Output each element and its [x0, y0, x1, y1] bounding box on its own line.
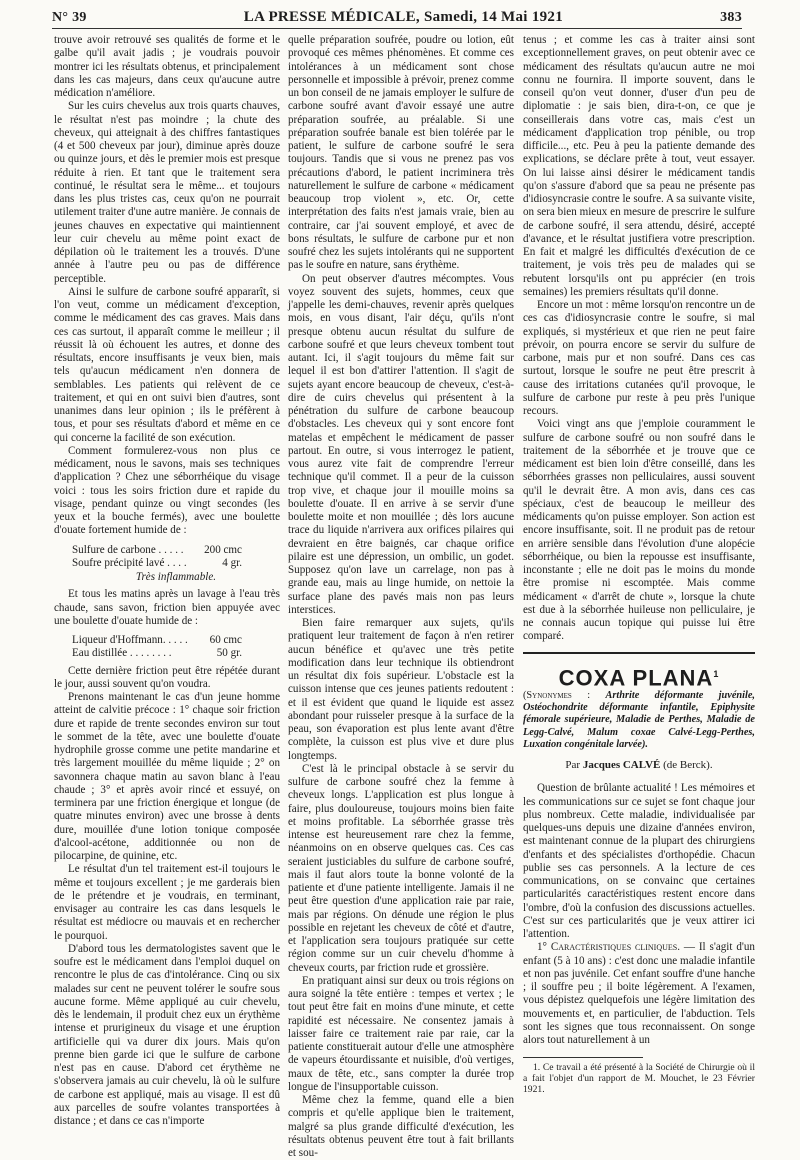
paragraph: Voici vingt ans que j'emploie couramment le sulfure de carbone soufré ou non soufré dans le traitement de la séborrhée et je trouve que ce médicament est bien loin d'être conseillé, dans les séborrhées grasses non pelliculaires, aussi souvent qu'il le devrait être. A mon avis, dans ces cas spéciaux, c'est de beaucoup le meilleur des médicaments qu'on puisse employer. Son action est encore insuffisante, soit. Il ne produit pas de retour en arrière sensible dans l'évolution d'une alopécie séborrhéique, ou bien la repousse est insuffisante, inconstante ; elle ne doit pas le moins du monde être promise ni escomptée. Mais comme médicament « d'arrêt de chute », lorsque la chute est due à la séborrhée huileuse non pelliculaire, je ne connais aucun topique qui puisse lui être comparé.: [523, 418, 755, 643]
prescription-formula-1: [72, 544, 280, 585]
article-title: [523, 664, 755, 690]
byline-prefix: Par: [565, 759, 581, 772]
paragraph: Même chez la femme, quand elle a bien compris et qu'elle applique bien le traitement, malgré sa plus grande difficulté d'exécution, les résultats obtenus peuvent être tout à fait brillants et sou-: [288, 1094, 514, 1159]
footnote: 1. Ce travail a été présenté à la Société de Chirurgie où il a fait l'objet d'un rapport de M. Mouchet, le 23 Février 1921.: [523, 1062, 755, 1096]
ingredient-name: Liqueur d'Hoffmann. . . . .: [72, 634, 188, 646]
synonyms-label: (Synonymes :: [523, 690, 591, 702]
page-header: [52, 4, 742, 26]
paragraph: En pratiquant ainsi sur deux ou trois régions on aura soigné la tête entière : tempes et vertex ; le tout peut être fait en moins d'une minute, et cette rapidité est nécessaire. Ne consentez jamais à laisser faire ce traitement raie par raie, car la patiente constituerait autour d'elle une atmosphère de vapeurs étourdissante et nuisible, d'où vertiges, maux de tête, etc., sans compter la durée trop longue de l'insupportable cuisson.: [288, 974, 514, 1093]
article-separator: [523, 652, 755, 654]
column-2: [288, 34, 514, 1160]
paragraph: Cette dernière friction peut être répétée durant le jour, aussi souvent qu'on voudra.: [54, 664, 280, 690]
ingredient-name: Eau distillée . . . . . . . .: [72, 647, 172, 660]
paragraph: Le résultat d'un tel traitement est-il toujours le même et toujours excellent ; je me garderais bien de le prétendre et je voudrais, en terminant, envisager au contraire les cas dans lesquels le résultat est médiocre ou mauvais et en rechercher le pourquoi.: [54, 863, 280, 942]
author-affiliation: (de Berck).: [663, 759, 713, 772]
section-heading: 1° Caractéristiques cliniques.: [537, 941, 681, 954]
formula-note: Très inflammable.: [135, 571, 217, 583]
article-title-text: COXA PLANA: [558, 664, 714, 690]
byline: [523, 759, 755, 772]
column-1: [54, 34, 280, 1128]
page-number: 383: [720, 10, 742, 25]
synonyms: [523, 690, 755, 751]
author-name: Jacques CALVÉ: [582, 759, 661, 772]
paragraph: Sur les cuirs chevelus aux trois quarts chauves, le résultat n'est pas moindre ; la chute des cheveux, qui atteignait à des chiffres fantastiques (4 et 500 cheveux par jour), diminue après douze ou quinze jours, et dès le premier mois est presque réduite à rien. Et tant que le traitement sera continué, le résultat sera le même... et toujours dans les plus tristes cas, ceux qu'on ne pourrait utilement traiter d'une autre manière. Je connais de jeunes chauves en expectative qui maintiennent leur cuir chevelu au même point exact de dépilation où le traitement les a trouvés. D'une année à l'autre peu ou pas de différence perceptible.: [54, 100, 280, 285]
paragraph: C'est là le principal obstacle à se servir du sulfure de carbone soufré chez la femme à cheveux longs. L'application est plus longue à faire, plus douloureuse, toujours moins bien faite et moins profitable. La séborrhée grasse très intense est heureusement rare chez la femme, néanmoins on en observe quelques cas. Ces cas seraient justiciables du sulfure de carbone soufré, mais il faut alors toute la bonne volonté de la patiente et d'une patiente intelligente. Jamais il ne peut être question d'une application raie par raie, mais par régions. On dénude une région le plus possible en rejetant les cheveux de côté et d'autre, et l'application sera toujours pratiquée sur cette région comme sur un cuir chevelu d'homme à cheveux courts, par friction rude et grossière.: [288, 762, 514, 974]
ingredient-dose: 4 gr.: [222, 556, 242, 569]
column-3: [523, 34, 755, 1095]
paragraph: Encore un mot : même lorsqu'on rencontre un de ces cas d'idiosyncrasie contre le soufre, si mal expliqués, si mystérieux et que rien ne peut faire prévoir, on pourra encore se servir du sulfure de carbone, mais pur et non soufré. Dans ces cas surtout, lorsque le soufre ne peut être prescrit à cause des irritations cutanées qu'il provoque, le sulfure de carbone pur reste à peu près l'unique recours.: [523, 299, 755, 417]
paragraph: quelle préparation soufrée, poudre ou lotion, eût provoqué ces mêmes phénomènes. Et comme ces intolérances à un médicament sont chose personnelle et impossible à prévoir, prenez comme un bon conseil de ne jamais employer le sulfure de carbone soufré avant d'avoir essayé une autre préparation soufrée, au préalable. Si une préparation soufrée banale est bien tolérée par le patient, le sulfure de carbone soufré le sera toujours. Tandis que si vous ne prenez pas vos précautions d'abord, le patient incriminera très naturellement le sulfure de carbone « médicament beaucoup trop violent », etc. Or, cette interprétation des faits n'est jamais vraie, bien au contraire, car j'ai souvent employé, et avec de bons résultats, le sulfure de carbone pur et non soufré chez les sujets intolérants qui ne supportent pas le soufre en nature, sans érythème.: [288, 34, 514, 272]
paragraph: [523, 941, 755, 1047]
ingredient-name: Soufre précipité lavé . . . .: [72, 556, 187, 569]
footnote-rule: [523, 1057, 643, 1058]
issue-number: N° 39: [52, 10, 87, 25]
paragraph: On peut observer d'autres mécomptes. Vous voyez souvent des sujets, hommes, ceux que j'appelle les demi-chauves, revenir après quelques mois, en vous disant, l'air déçu, qu'ils n'ont presque obtenu aucun résultat du sulfure de carbone soufré et que leurs cheveux tombent tout autant. Ici, il s'agit toujours du même fait sur lequel il est bon d'attirer l'attention. Il s'agit de sujets ayant encore beaucoup de cheveux, c'est-à-dire de cuirs chevelus qui présentent à la pénétration du sulfure de carbone beaucoup d'obstacles. Les cheveux qui y sont encore font matelas et empêchent le médicament de passer partout. En outre, si vous interrogez le patient, vous aurez vite fait de comprendre l'erreur technique qu'il commet. Il a peur de la cuisson trop vive, et chaque jour il mouille moins sa boulette d'ouate. Il en arrive à se servir d'une boulette moite et non mouillée ; dès lors aucune trace du liquide n'arrivera aux orifices pilaires qui devraient en être baignés, car chaque orifice pilaire est une dépression, un ombilic, un godet. Supposez qu'on lave un carrelage, non pas à grande eau, mais au linge humide, on nettoie la surface plane des pavés mais non pas leurs interstices.: [288, 272, 514, 616]
paragraph: trouve avoir retrouvé ses qualités de forme et le galbe qu'il avait jadis ; je voudrais pouvoir montrer ici les résultats obtenus, et principalement dans les cas majeurs, dans ceux qu'aucune autre médication n'améliore.: [54, 34, 280, 99]
ingredient-dose: 200 cmc: [204, 543, 242, 556]
prescription-formula-2: [72, 634, 280, 661]
ingredient-dose: 60 cmc: [209, 634, 242, 646]
paragraph: Comment formulerez-vous non plus ce médicament, nous le savons, mais ses techniques d'application ? Chez une séborrhéique du visage voici : tous les soirs friction dure et rapide du visage, pendant quinze ou vingt secondes (les yeux et la bouche fermés), avec une boulette d'ouate fortement humide de :: [54, 444, 280, 537]
paragraph: Et tous les matins après un lavage à l'eau très chaude, sans savon, friction bien appuyée avec une boulette d'ouate humide de :: [54, 588, 280, 627]
paragraph: Prenons maintenant le cas d'un jeune homme atteint de calvitie précoce : 1° chaque soir friction dure et rapide de trente secondes environ sur tout le sommet de la tête, avec une boulette d'ouate hydrophile grosse comme une petite mandarine et très largement mouillée du même liquide ; 2° on savonnera chaque matin au savon blanc à l'eau chaude ; 3° et après avoir rincé et essuyé, on terminera par une friction énergique et longue (de quatre minutes environ) avec une brosse à dents dure, mouillée d'une lotion tonique composée d'alcool-acétone, additionnée ou non de pilocarpine, de quinine, etc.: [54, 691, 280, 862]
paragraph: tenus ; et comme les cas à traiter ainsi sont exceptionnellement graves, on peut obtenir avec ce médicament des résultats qu'aucun autre ne moi connu ne fournira. Il importe souvent, dans le conseil qu'on veut donner, d'user d'un peu de diplomatie : je sais bien, dira-t-on, ce que je conseillerais dans votre cas, mais c'est un médicament d'application trop pénible, ou trop difficile..., etc. Peu à peu la patiente demande des explications, se déclare prête à tout, veut essayer. On lui laisse ainsi désirer le médicament tandis qu'on s'assure d'abord que sa peau ne présente pas d'idiosyncrasie contre le soufre. A sa suivante visite, on sera bien mieux en mesure de prescrire le sulfure de carbone soufré, il sera attendu, désiré, accepté d'avance, et le résultat justifiera votre prescription. En fait et malgré les difficultés d'exécution de ce traitement, je vois très peu de malades qui se rebutent lorsqu'ils ont pu apprécier (en trois semaines) les premiers résultats qu'il donne.: [523, 34, 755, 298]
header-rule: [52, 28, 742, 29]
paragraph: Ainsi le sulfure de carbone soufré appararît, si l'on veut, comme un médicament d'exception, comme le médicament des cas graves. Mais dans ces cas surtout, il apparaît comme le meilleur ; il réussit là où échouent les autres, et donne des résultats, encore insuffisants je veux bien, mais tels qu'aucun médicament n'en donnera de semblables. Les patients qui relèvent de ce traitement, et qui en ont suivi bien d'autres, sont unanimes dans leur opinion ; ils le préfèrent à tous, et pour ses résultats d'abord et même en ce qui concerne la facilité de son exécution.: [54, 285, 280, 444]
ingredient-name: Sulfure de carbone . . . . .: [72, 543, 184, 556]
footnote-marker: 1: [713, 668, 720, 679]
ingredient-dose: 50 gr.: [216, 647, 242, 660]
paragraph: Bien faire remarquer aux sujets, qu'ils pratiquent leur traitement de façon à n'en retirer aucun bénéfice et qu'avec une très petite modification dans leur technique ils obtiendront un résultat dix fois supérieur. L'obstacle est la cuisson intense que ces jeunes patients redoutent : et il est évident que quand le liquide est assez abondant pour ruisseler presque à la surface de la peau, son évaporation est plus lente avant d'être complète, la cuisson est plus vive et dure plus longtemps.: [288, 617, 514, 762]
synonyms-list: Arthrite déformante juvénile, Ostéochondrite déformante infantile, Epiphysite fémorale supérieure, Maladie de Perthes, Maladie de Legg-Calvé, Malum coxae Calvé-Legg-Perthes, Luxation congénitale larvée).: [523, 690, 755, 750]
paragraph: Question de brûlante actualité ! Les mémoires et les communications sur ce sujet se font chaque jour plus nombreux. Cette maladie, individualisée par quelques-uns depuis une dizaine d'années environ, est maintenant connue de la plupart des chirurgiens d'enfants et des spécialistes d'orthopédie. Chacun publie ses cas personnels. A la lecture de ces communications, on se convainc que certaines particularités caractéristiques restent encore dans l'ombre, d'où la confusion des discussions actuelles. C'est sur ces particularités que je veux attirer ici l'attention.: [523, 782, 755, 941]
journal-title: LA PRESSE MÉDICALE, Samedi, 14 Mai 1921: [243, 9, 564, 25]
section-text: — Il s'agit d'un enfant (5 à 10 ans) : c'est donc une maladie infantile et non pas juvénile. Cet enfant souffre d'une hanche ; il souffre peu ; il boite légèrement. A l'examen, vous dépistez quelquefois une légère limitation des mouvements et, en particulier, de l'abduction. Tels sont les signes que tous reconnaissent. On songe alors tout naturellement à un: [523, 941, 755, 1047]
paragraph: D'abord tous les dermatologistes savent que le soufre est le médicament dans l'emploi duquel on rencontre le plus de cas d'intolérance. Cinq ou six malades sur cent ne peuvent tolérer le soufre sous aucune forme. Même appliqué au cuir chevelu, dès le lendemain, il produit chez eux un érythème intense et prurigineux du visage et une éruption artificielle qui va durer dix jours. Mais qu'on prenne bien garde ici que le sulfure de carbone n'est pas en cause. D'abord cet érythème ne s'observera jamais au cuir chevelu, là où le sulfure de carbone est appliqué, mais au visage. Il est dû aux parcelles de soufre volantes transportées à distance ; et dans ce cas n'importe: [54, 942, 280, 1127]
